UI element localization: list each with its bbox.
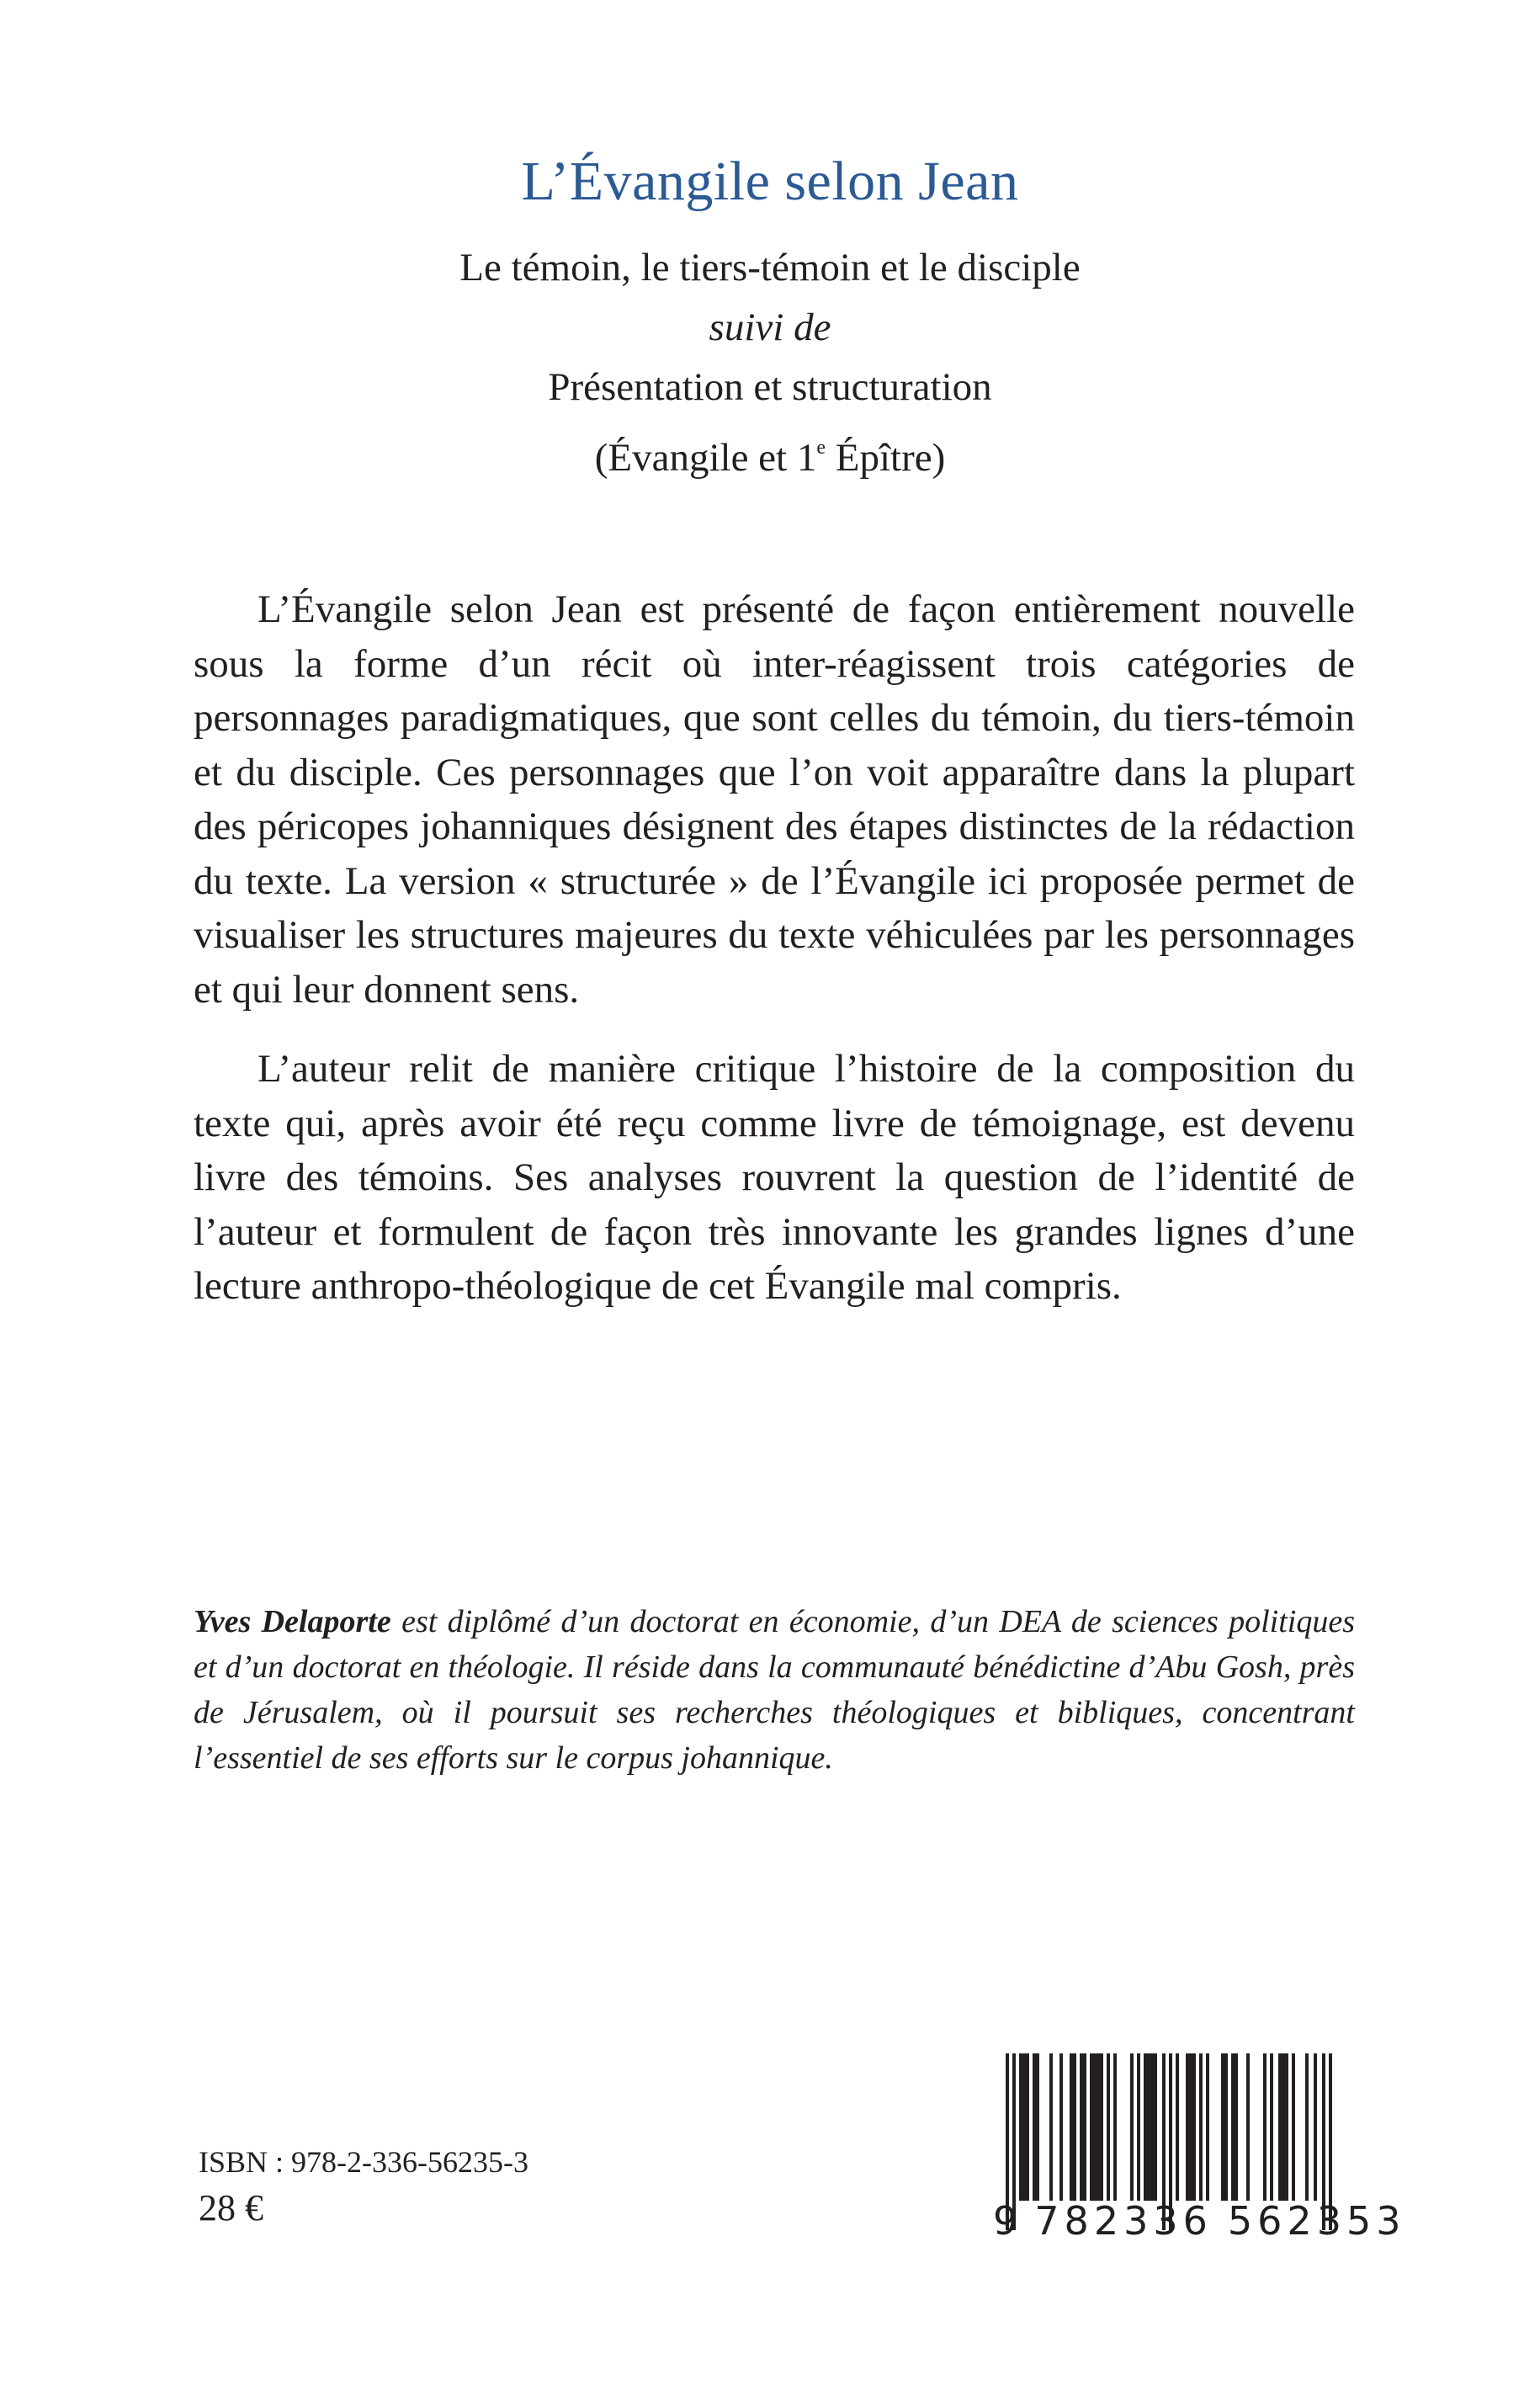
- barcode-left-group: 782336: [1034, 2198, 1213, 2244]
- blurb-paragraph-2: [194, 1042, 1355, 1314]
- book-title: L’Évangile selon Jean: [521, 151, 1019, 212]
- barcode-digits: [993, 2198, 1406, 2244]
- isbn-text: ISBN : 978-2-336-56235-3: [199, 2145, 528, 2179]
- barcode-first-digit: 9: [993, 2198, 1023, 2244]
- author-name: Yves Delaporte: [194, 1604, 391, 1639]
- second-subtitle-post: Épître): [826, 436, 946, 480]
- ordinal-superscript: e: [816, 437, 826, 459]
- second-subtitle: [0, 417, 1540, 488]
- blurb-text: L’auteur relit de manière critique l’histoire de la composition du texte qui, après avoir été reçu comme livre de témoignage, est devenu livre des témoins. Ses analyses rouvrent la question de l’identité de l’auteur et formulent de façon très innovante les grandes lignes d’une lecture anthropo-théologique de cet Évangile mal compris.: [194, 1047, 1355, 1308]
- price-text: 28 €: [199, 2187, 263, 2228]
- second-title: Présentation et structuration: [548, 365, 992, 409]
- blurb-text: L’Évangile selon Jean est présenté de façon entièrement nouvelle sous la forme d’un récit où inter-réagissent trois catégories de personnages paradigmatiques, que sont celles du témoin, du tiers-témoin et du disciple. Ces personnages que l’on voit apparaître dans la plupart des péricopes johanniques désignent des étapes distinctes de la rédaction du texte. La version « structurée » de l’Évangile ici proposée permet de visualiser les structures majeures du texte véhiculées par les personnages et qui leur donnent sens.: [194, 587, 1355, 1012]
- book-subtitle: Le témoin, le tiers-témoin et le disciple: [459, 246, 1081, 289]
- connector-text: suivi de: [709, 305, 831, 349]
- second-subtitle-pre: (Évangile et 1: [594, 436, 817, 480]
- author-bio-text: est diplômé d’un doctorat en économie, d’un DEA de sciences politiques et d’un doctorat en théologie. Il réside dans la communauté bénédictine d’Abu Gosh, près de Jérusalem, où il poursuit ses recherches théologiques et bibliques, concentrant l’essentiel de ses efforts sur le corpus johannique.: [194, 1604, 1355, 1776]
- subtitle-block: [0, 237, 1540, 488]
- author-bio: [194, 1599, 1355, 1781]
- barcode-right-group: 562353: [1227, 2198, 1406, 2244]
- blurb-paragraph-1: [194, 582, 1355, 1017]
